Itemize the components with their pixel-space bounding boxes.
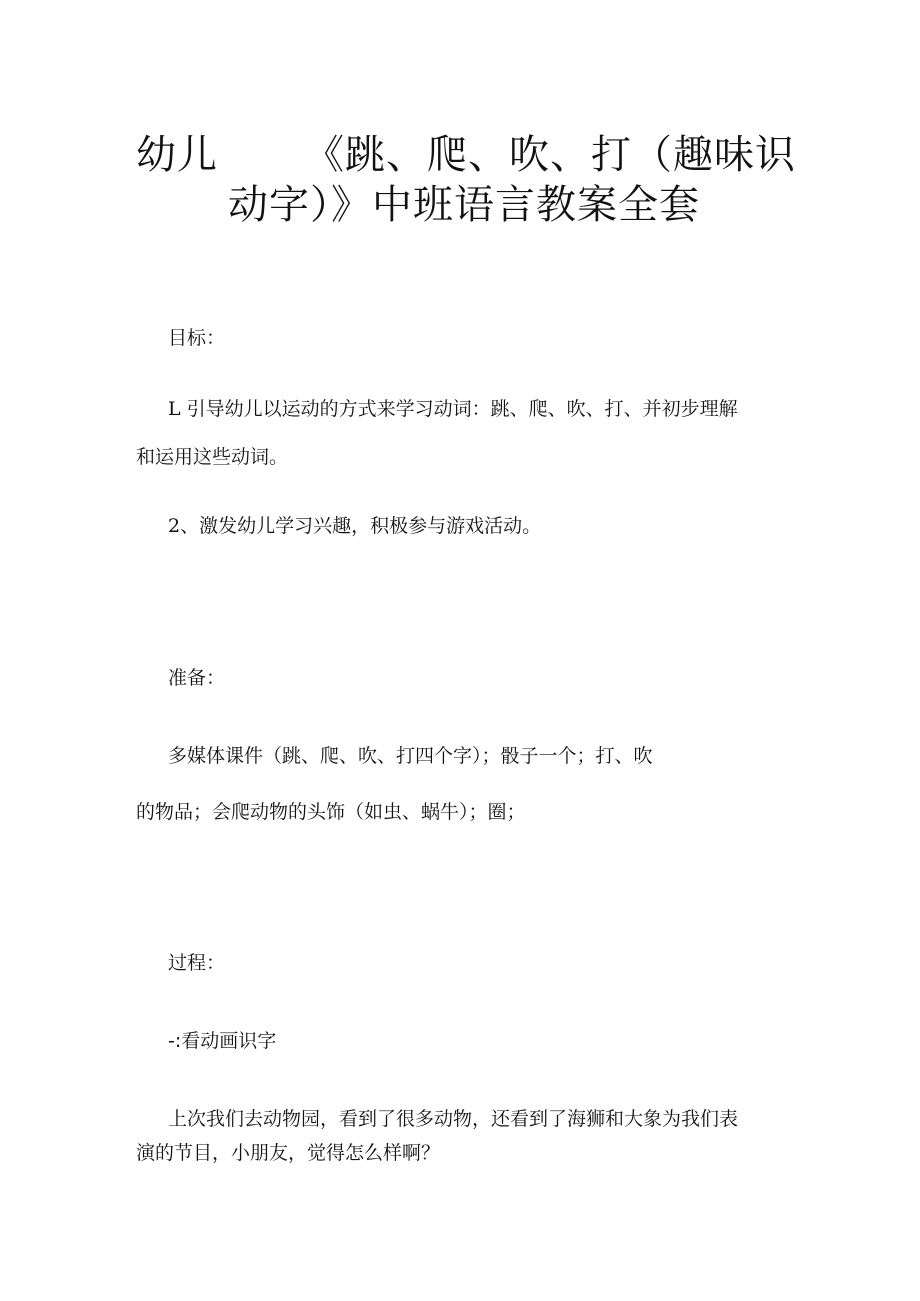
title-part-2: 《跳、爬、吹、打（趣味识 (304, 132, 796, 178)
step-1-line-2: 演的节目，小朋友，觉得怎么样啊？ (136, 1142, 441, 1164)
step-1-line-1: 上次我们去动物园，看到了很多动物，还看到了海狮和大象为我们表 (168, 1108, 739, 1130)
title-part-1: 幼儿 (136, 132, 218, 178)
document-title-line-2: 动字）》中班语言教案全套 (228, 182, 700, 228)
goal-2-marker: 2、 (168, 515, 200, 537)
goal-2-text: 激发幼儿学习兴趣，积极参与游戏活动。 (199, 515, 542, 537)
preparation-line-2: 的物品；会爬动物的头饰（如虫、蜗牛）；圈； (136, 801, 526, 823)
process-heading: 过程： (168, 952, 226, 974)
goal-1-text: 引导幼儿以运动的方式来学习动词：跳、爬、吹、打、并初步理解 (186, 398, 738, 420)
goal-1-marker: L (168, 398, 181, 420)
preparation-heading: 准备： (168, 667, 226, 689)
goal-2 (168, 513, 541, 539)
step-1-heading: -:看动画识字 (168, 1030, 277, 1052)
preparation-line-1: 多媒体课件（跳、爬、吹、打四个字）；骰子一个；打、吹 (168, 745, 653, 767)
document-title-line-1 (136, 131, 796, 179)
goals-heading: 目标： (168, 327, 226, 349)
goal-1-line-1 (168, 396, 738, 422)
goal-1-line-2: 和运用这些动词。 (136, 446, 289, 468)
